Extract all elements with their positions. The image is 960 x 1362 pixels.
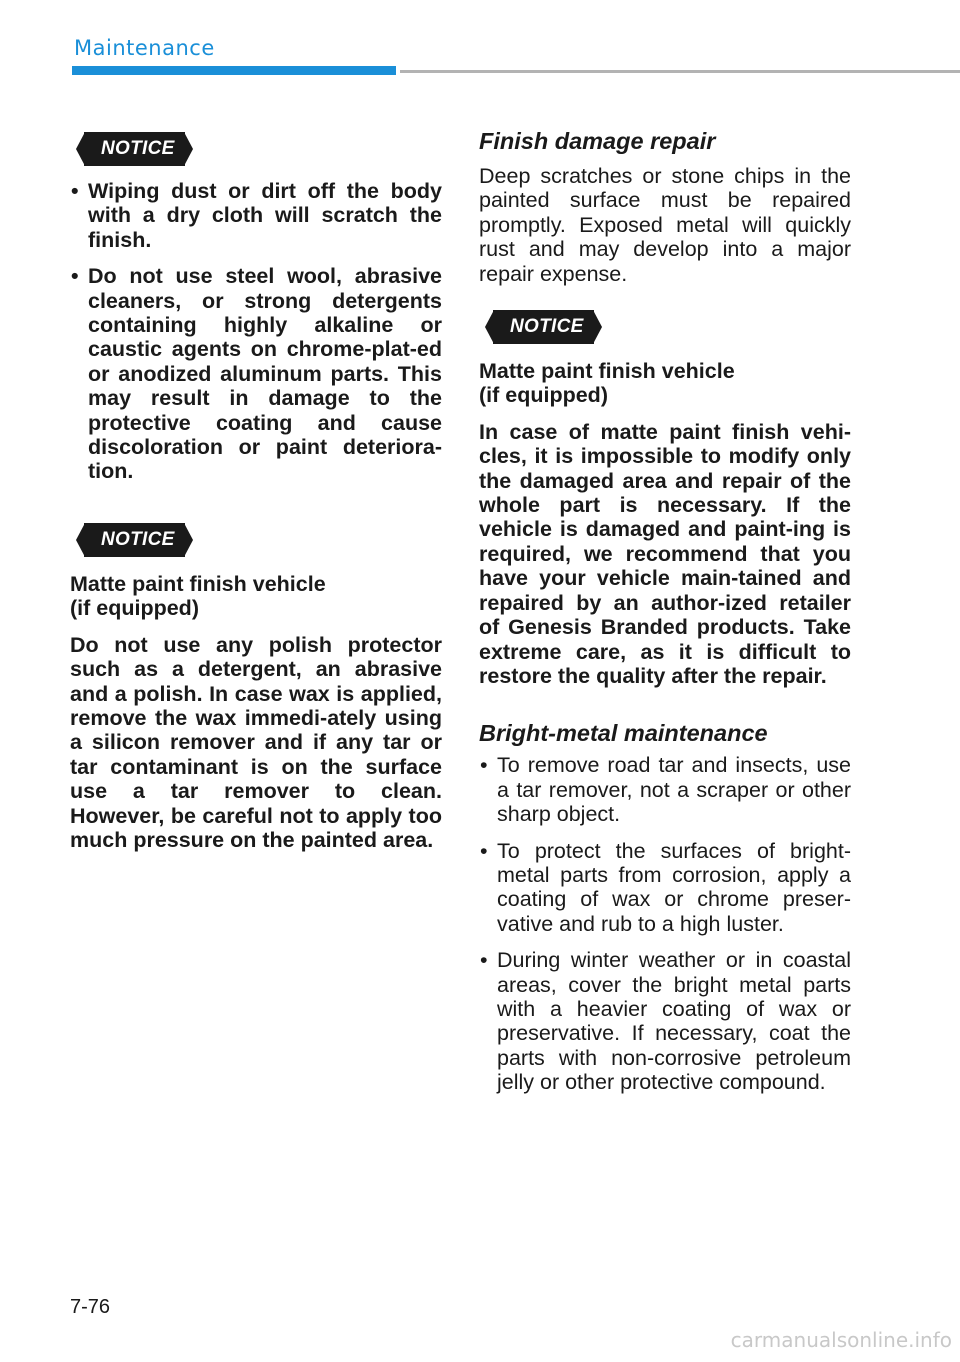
notice-subtitle: Matte paint finish vehicle: [479, 359, 735, 384]
list-item: • Wiping dust or dirt off the body with a dry cloth will scratch the finish.: [70, 179, 442, 252]
bullet-list: [479, 753, 851, 1094]
section-title: Maintenance: [74, 36, 215, 60]
watermark: carmanualsonline.info: [730, 1328, 952, 1352]
notice-bullet-list: [70, 179, 442, 484]
header-accent-bar: [72, 66, 396, 75]
list-item: • To protect the surfaces of bright-metal parts from corrosion, apply a coating of wax or chrome preser-vative and rub to a high luster.: [479, 839, 851, 937]
section-body: Deep scratches or stone chips in the painted surface must be repaired promptly. Exposed metal will quickly rust and may develop into a major repair expense.: [479, 164, 851, 286]
right-column: [479, 126, 851, 1095]
notice-badge: NOTICE: [84, 132, 185, 166]
left-column: [70, 132, 442, 852]
page-number: 7-76: [70, 1296, 111, 1318]
section-heading: Finish damage repair: [479, 128, 716, 154]
notice-subtitle-note: (if equipped): [70, 596, 199, 621]
notice-subtitle: Matte paint finish vehicle: [70, 571, 326, 596]
list-item: • To remove road tar and insects, use a tar remover, not a scraper or other sharp object.: [479, 753, 851, 826]
notice-body: In case of matte paint finish vehi-cles, it is impossible to modify only the damaged area and repair of the whole part is necessary. If the vehicle is damaged and paint-ing is required, we recommend that you have your vehicle main-tained and repaired by an author-ized retailer of Genesis Branded products. Take extreme care, as it is difficult to restore the quality after the repair.: [479, 419, 851, 688]
header-rule: [400, 70, 960, 73]
notice-subtitle-note: (if equipped): [479, 383, 608, 408]
notice-badge: NOTICE: [493, 310, 594, 344]
section-heading: Bright-metal maintenance: [479, 720, 768, 747]
list-item: • Do not use steel wool, abrasive cleaners, or strong detergents containing highly alkaline or caustic agents on chrome-plat-ed or anodized aluminum parts. This may result in damage to the protective coating and cause discoloration or paint deteriora-tion.: [70, 264, 442, 484]
notice-body: Do not use any polish protector such as a detergent, an abrasive and a polish. In case wax is applied, remove the wax immedi-ately using a silicon remover and if any tar or tar contaminant is on the surface use a tar remover to clean. However, be careful not to apply too much pressure on the painted area.: [70, 632, 442, 852]
notice-badge: NOTICE: [84, 523, 185, 557]
list-item: • During winter weather or in coastal areas, cover the bright metal parts with a heavier coating of wax or preservative. If necessary, coat the parts with non-corrosive petroleum jelly or other protective compound.: [479, 948, 851, 1094]
